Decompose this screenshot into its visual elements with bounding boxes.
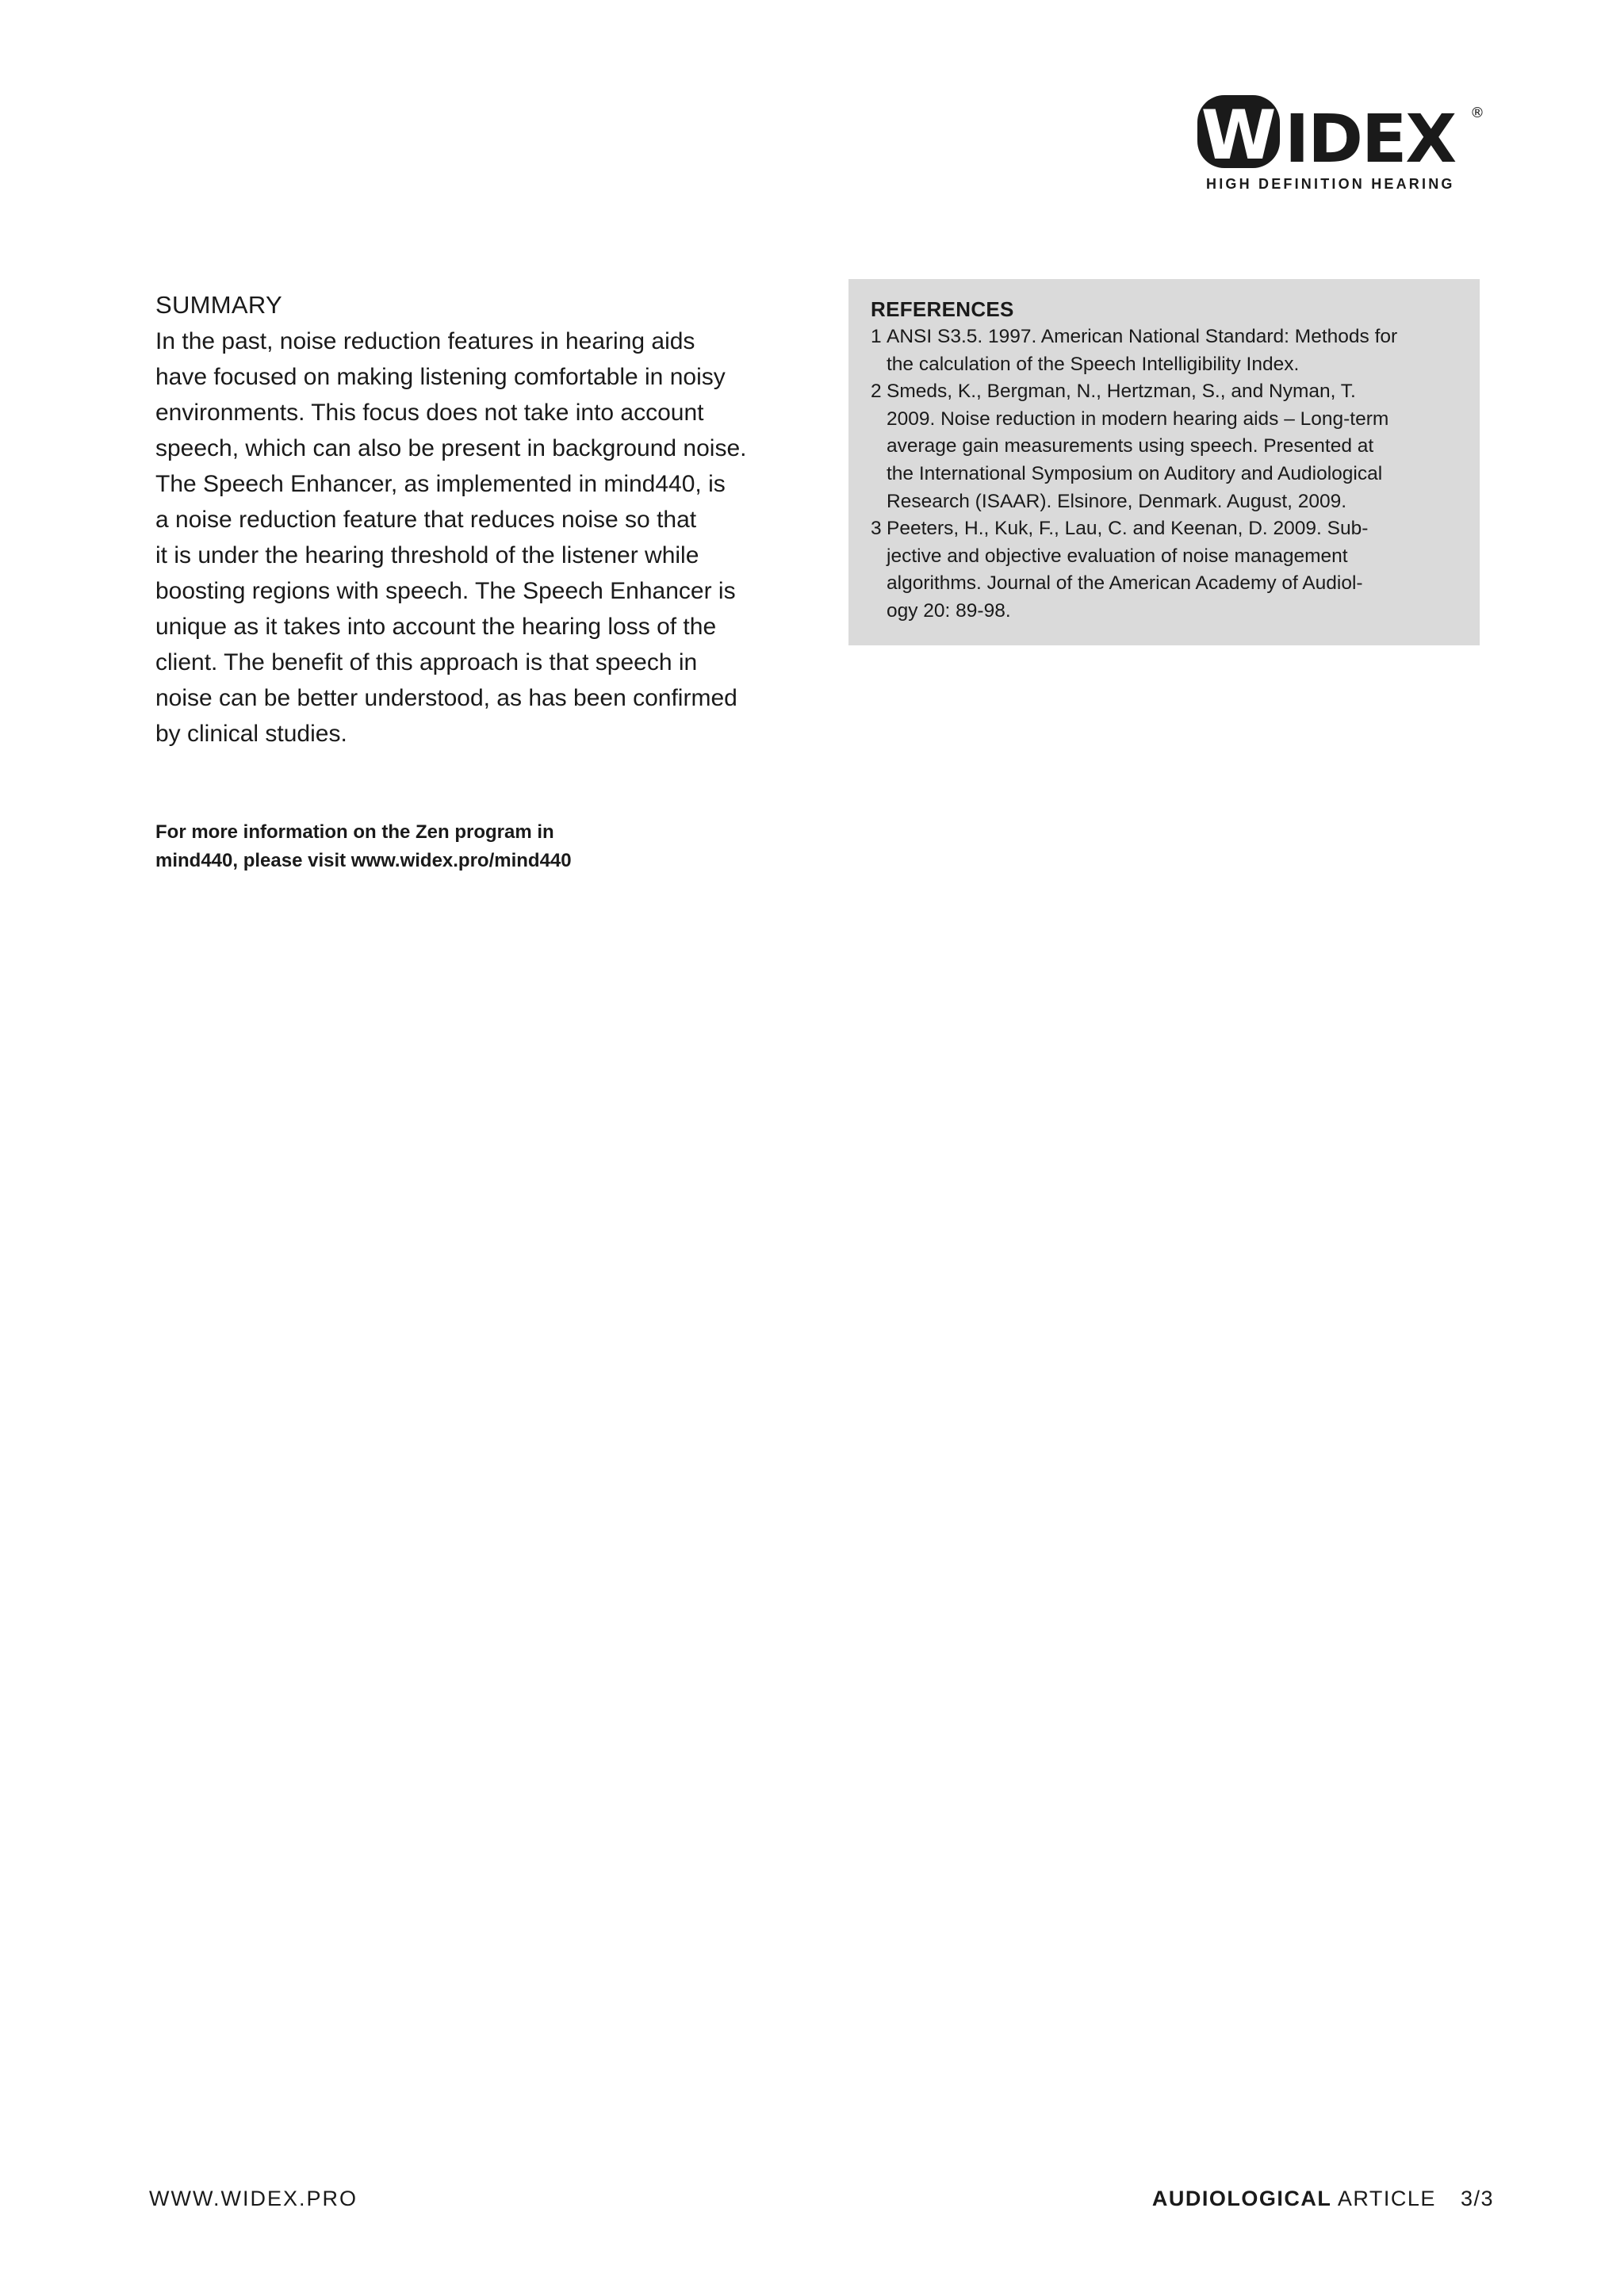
footer-article-label [1152,2187,1494,2211]
reference-number: 3 [871,518,882,540]
reference-line: jective and objective evaluation of noise management [887,545,1348,567]
reference-line: ANSI S3.5. 1997. American National Standard: Methods for [887,326,1398,347]
reference-line: average gain measurements using speech. Presented at [887,435,1374,457]
summary-line: In the past, noise reduction features in hearing aids [155,328,695,354]
summary-line: unique as it takes into account the hearing loss of the [155,614,717,640]
reference-line: the International Symposium on Auditory and Audiological [887,462,1383,484]
reference-line: Peeters, H., Kuk, F., Lau, C. and Keenan, D. 2009. Sub- [887,518,1369,540]
summary-line: by clinical studies. [155,721,347,747]
page-number: 3/3 [1460,2187,1494,2210]
more-info-line: For more information on the Zen program in [155,821,554,843]
summary-line: have focused on making listening comfortable in noisy [155,364,726,390]
references-box [848,279,1480,645]
logo-letters: IDEX [1285,100,1456,176]
footer-website: WWW.WIDEX.PRO [149,2187,358,2210]
summary-line: environments. This focus does not take into account [155,400,704,426]
summary-line: it is under the hearing threshold of the listener while [155,542,699,568]
summary-line: speech, which can also be present in background noise. [155,435,747,461]
summary-section [155,287,806,752]
reference-line: Research (ISAAR). Elsinore, Denmark. August, 2009. [887,490,1347,512]
reference-line: ogy 20: 89-98. [887,599,1011,622]
widex-logo-mark [1197,89,1499,176]
registered-mark: ® [1470,105,1484,121]
footer-article-regular: ARTICLE [1337,2187,1436,2210]
summary-line: boosting regions with speech. The Speech Enhancer is [155,578,736,604]
summary-line: client. The benefit of this approach is that speech in [155,649,698,675]
footer-article-bold: AUDIOLOGICAL [1151,2187,1332,2210]
summary-line: noise can be better understood, as has been confirmed [155,685,737,711]
more-info-note [155,818,806,875]
reference-line: the calculation of the Speech Intelligibility Index. [887,353,1300,375]
reference-number: 1 [871,326,882,347]
reference-line: Smeds, K., Bergman, N., Hertzman, S., and Nyman, T. [887,381,1356,403]
reference-item-1 [871,323,1464,378]
more-info-line: mind440, please visit www.widex.pro/mind440 [155,850,572,871]
references-heading: REFERENCES [871,297,1014,321]
reference-line: algorithms. Journal of the American Academy of Audiol- [887,572,1363,595]
summary-heading: SUMMARY [155,291,282,319]
summary-body [155,323,806,752]
logo-letter-w: W [1201,96,1277,175]
reference-line: 2009. Noise reduction in modern hearing aids – Long-term [887,408,1389,430]
logo-tagline: HIGH DEFINITION HEARING [1206,176,1455,192]
summary-line: The Speech Enhancer, as implemented in mind440, is [155,471,726,497]
reference-item-3 [871,515,1464,625]
reference-item-2 [871,378,1464,515]
summary-line: a noise reduction feature that reduces noise so that [155,507,697,533]
reference-number: 2 [871,381,882,403]
